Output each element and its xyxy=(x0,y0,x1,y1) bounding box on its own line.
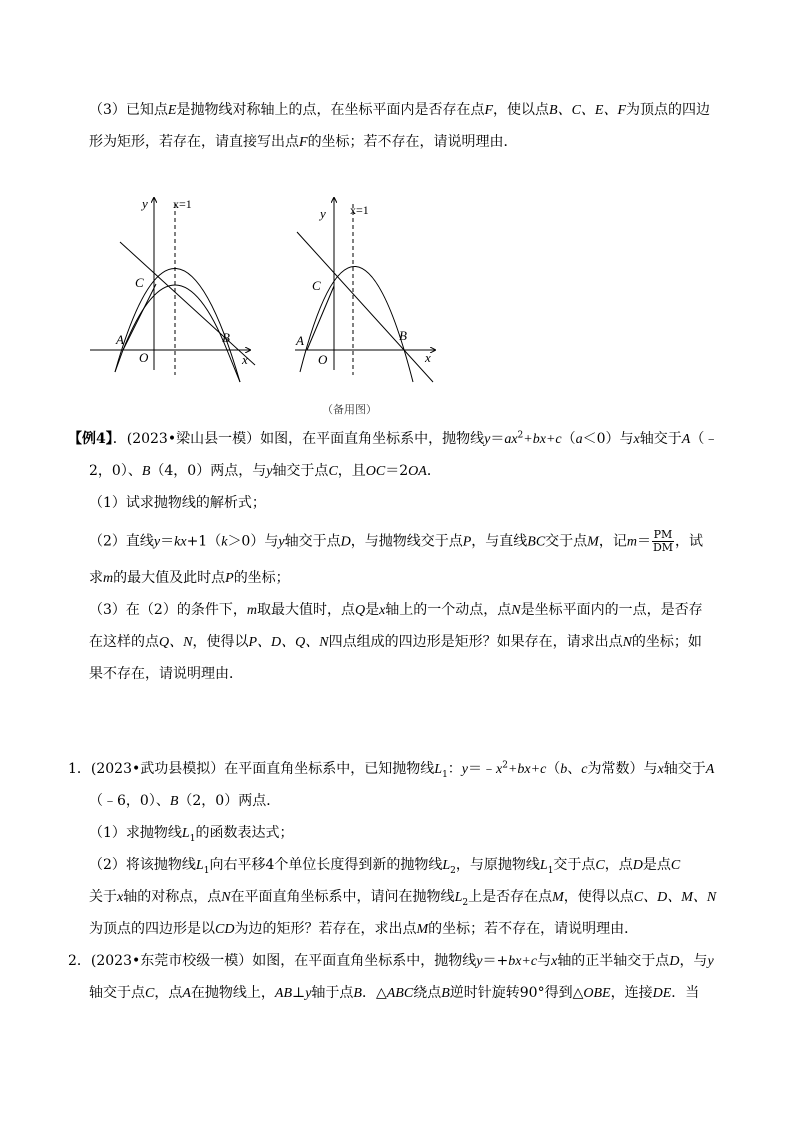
line-ac xyxy=(123,284,156,350)
label-a: A xyxy=(116,332,124,347)
figure-2 xyxy=(285,190,445,420)
ex4-q3-line-2: 在这样的点Q、N，使得以P、D、Q、N四点组成的四边形是矩形？如果存在，请求出点N的坐标；如 xyxy=(89,634,702,650)
prob2-line-2: 轴交于点C，点A在抛物线上，AB⊥y轴于点B．△ABC绕点B逆时针旋转90°得到△OBE，连接DE．当 xyxy=(89,985,700,1001)
prob1-q2-line-2: 关于x轴的对称点，点N在平面直角坐标系中，请问在抛物线$L_2$上是否存在点M，使得以点C、D、M、N xyxy=(89,889,717,908)
ex4-line-1: 【例4】．(2023•梁山县一模）如图，在平面直角坐标系中，抛物线$y=ax^2+bx+c(a<0)$与x轴交于A（﹣ xyxy=(68,430,719,447)
label-o: O xyxy=(318,352,328,367)
prob1-line-2: （﹣6，0）、B（2，0）两点． xyxy=(89,793,281,809)
ex4-q3-line-3: 果不存在，请说明理由． xyxy=(89,666,243,682)
label-sym: x=1 xyxy=(350,203,369,217)
caption: （备用图） xyxy=(322,404,377,416)
ex4-q1: （1）试求抛物线的解析式； xyxy=(89,495,266,511)
fraction-pm-dm: $\frac{PM}{DM}$ xyxy=(652,528,674,554)
p3-line-1: （3）已知点E是抛物线对称轴上的点，在坐标平面内是否存在点F，使以点B、C、E、F为顶点的四边 xyxy=(89,102,711,118)
ex4-q3-line-1: （3）在（2）的条件下，m取最大值时，点Q是x轴上的一个动点，点N是坐标平面内的一点，是否存 xyxy=(89,602,703,618)
line-ac xyxy=(307,286,334,350)
label-y: y xyxy=(320,206,326,221)
prob2-line-1: 2．(2023•东莞市校级一模）如图，在平面直角坐标系中，抛物线y＝+bx+c与x轴的正半轴交于点D，与y xyxy=(68,953,714,969)
label-x: x xyxy=(242,352,248,367)
prob1-line-1: 1．(2023•武功县模拟）在平面直角坐标系中，已知抛物线$L_1$：$y=﹣x^2+bx+c(b$、c为常数）与x轴交于A xyxy=(68,760,715,780)
label-c: C xyxy=(312,278,321,293)
label-o: O xyxy=(139,350,149,365)
label-x: x xyxy=(425,350,431,365)
label-c: C xyxy=(135,275,144,290)
label-b: B xyxy=(399,328,407,343)
prob1-q2-line-3: 为顶点的四边形是以CD为边的矩形？若存在，求出点M的坐标；若不存在，请说明理由． xyxy=(89,921,639,937)
label-sym: x=1 xyxy=(173,197,192,211)
ex4-q2-line-1: （2）直线y＝kx+1（k＞0）与y轴交于点D，与抛物线交于点P，与直线BC交于点M，记m＝ $\frac{PM}{DM}$ ，试 xyxy=(89,528,704,554)
label-y: y xyxy=(142,196,148,211)
ex4-q2-line-2: 求m的最大值及此时点P的坐标； xyxy=(89,570,290,586)
figure-1 xyxy=(85,190,265,385)
prob1-q2-line-1: （2）将该抛物线$L_1$向右平移4个单位长度得到新的抛物线$L_2$，与原抛物线$L_1$交于点C，点D是点C xyxy=(89,857,681,876)
prob1-q1: （1）求抛物线$L_1$的函数表达式； xyxy=(89,825,294,844)
label-b: B xyxy=(222,330,230,345)
ex4-line-2: 2，0）、B（4，0）两点，与y轴交于点C，且OC＝2OA． xyxy=(89,463,441,479)
label-a: A xyxy=(296,333,304,348)
p3-line-2: 形为矩形，若存在，请直接写出点F的坐标；若不存在，请说明理由． xyxy=(89,134,518,150)
